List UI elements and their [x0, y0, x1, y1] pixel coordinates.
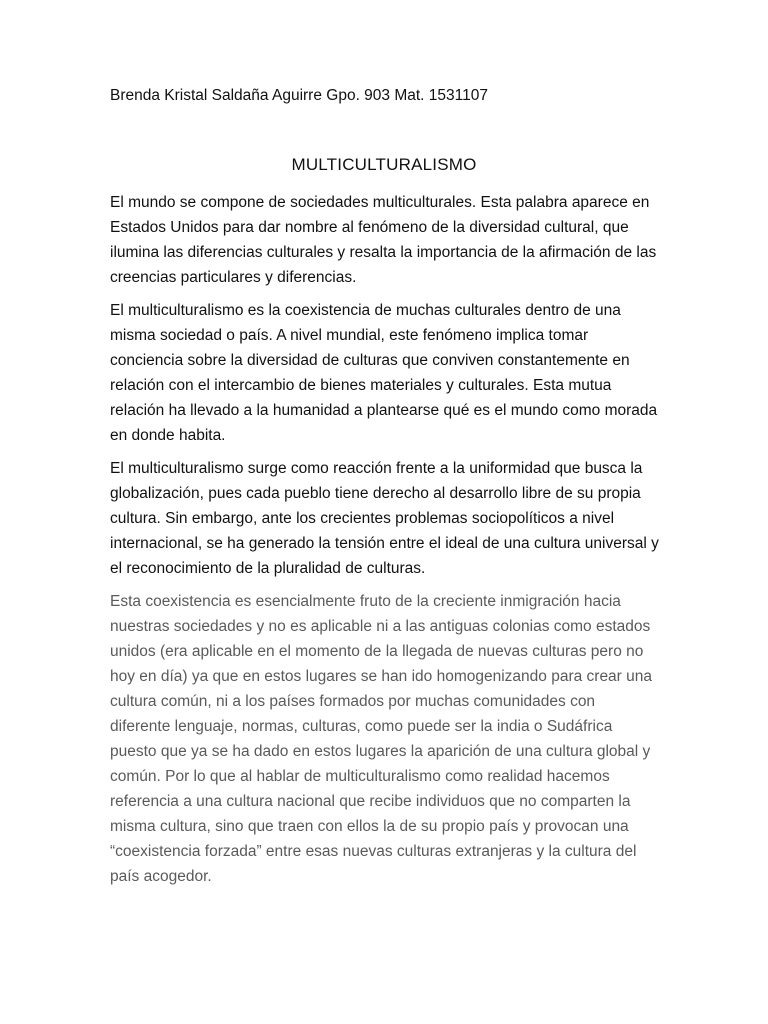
paragraph-2: El multiculturalismo es la coexistencia de muchas culturales dentro de una misma sociedad o país. A nivel mundial, este fenómeno implica tomar conciencia sobre la diversidad de culturas que conviven constantemente en relación con el intercambio de bienes materiales y culturales. Esta mutua relación ha llevado a la humanidad a plantearse qué es el mundo como morada en donde habita.: [110, 302, 658, 444]
document-title: MULTICULTURALISMO: [291, 155, 477, 174]
author-line: Brenda Kristal Saldaña Aguirre Gpo. 903 Mat. 1531107: [110, 87, 488, 104]
paragraph-3: El multiculturalismo surge como reacción frente a la uniformidad que busca la globalización, pues cada pueblo tiene derecho al desarrollo libre de su propia cultura. Sin embargo, ante los crecientes problemas sociopolíticos a nivel internacional, se ha generado la tensión entre el ideal de una cultura universal y el reconocimiento de la pluralidad de culturas.: [110, 460, 659, 577]
document-body: [110, 190, 670, 897]
paragraph-1: El mundo se compone de sociedades multiculturales. Esta palabra aparece en Estados Unidos para dar nombre al fenómeno de la diversidad cultural, que ilumina las diferencias culturales y resalta la importancia de la afirmación de las creencias particulares y diferencias.: [110, 194, 657, 286]
paragraph-4: Esta coexistencia es esencialmente fruto de la creciente inmigración hacia nuestras sociedades y no es aplicable ni a las antiguas colonias como estados unidos (era aplicable en el momento de la llegada de nuevas culturas pero no hoy en día) ya que en estos lugares se han ido homogenizando para crear una cultura común, ni a los países formados por muchas comunidades con diferente lenguaje, normas, culturas, como puede ser la india o Sudáfrica puesto que ya se ha dado en estos lugares la aparición de una cultura global y común. Por lo que al hablar de multiculturalismo como realidad hacemos referencia a una cultura nacional que recibe individuos que no comparten la misma cultura, sino que traen con ellos la de su propio país y provocan una “coexistencia forzada” entre esas nuevas culturas extranjeras y la cultura del país acogedor.: [110, 593, 653, 885]
